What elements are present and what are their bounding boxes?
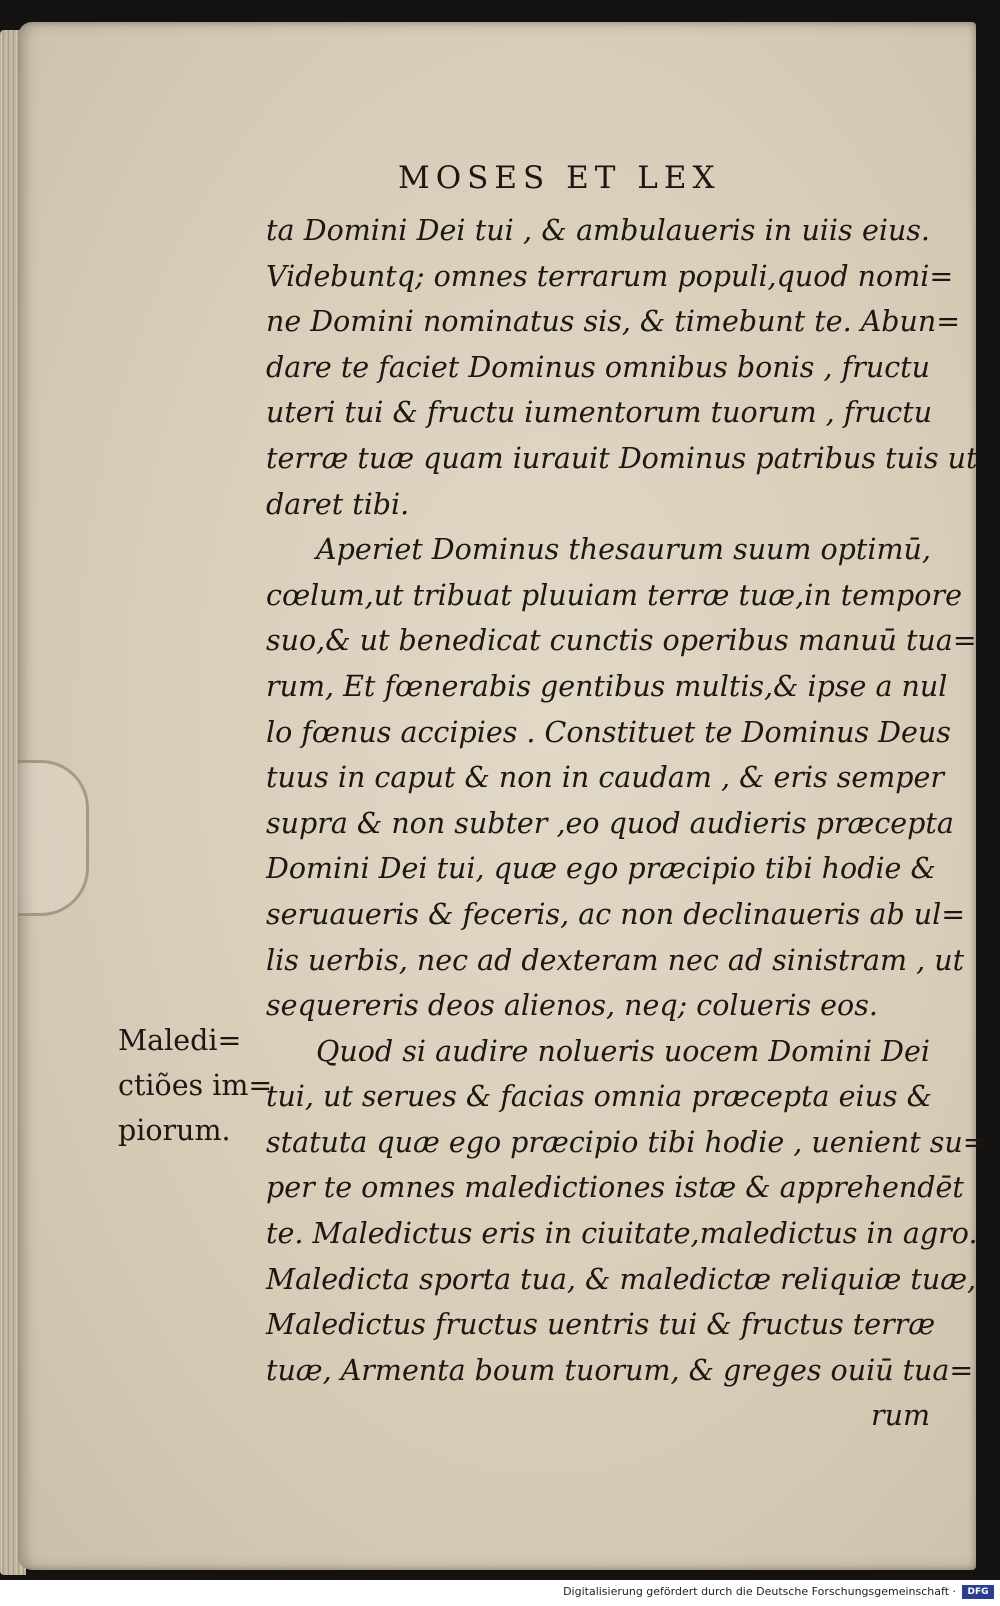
text-line: ne Domini nominatus sis, & timebunt te. Abun= [266,305,961,339]
text-line: terræ tuæ quam iurauit Dominus patribus tuis ut [266,441,978,475]
footer-credit: Digitalisierung gefördert durch die Deutsche Forschungsgemeinschaft · [563,1585,956,1598]
text-line: Maledictus fructus uentris tui & fructus terræ [266,1308,936,1342]
page-clip [18,760,89,916]
text-line: tuæ, Armenta boum tuorum, & greges ouiū tua= [266,1353,974,1387]
text-line: te. Maledictus eris in ciuitate,maledictus in agro. [266,1217,978,1251]
text-line: suo,& ut benedicat cunctis operibus manuū tua= [266,624,977,658]
text-line: Aperiet Dominus thesaurum suum optimū, [316,533,931,567]
text-line: rum, Et fœnerabis gentibus multis,& ipse a nul [266,669,948,703]
text-line: statuta quæ ego præcipio tibi hodie , uenient su= [266,1125,987,1159]
text-line: uteri tui & fructu iumentorum tuorum , fructu [266,396,933,430]
text-line: sequereris deos alienos, neq; colueris eos. [266,989,878,1023]
text-line: seruaueris & feceris, ac non declinaueris ab ul= [266,897,966,931]
text-line: cœlum,ut tribuat pluuiam terræ tuæ,in tempore [266,578,962,612]
margin-note [118,1018,273,1153]
margin-note-line: ctiões im= [118,1069,273,1102]
text-line: supra & non subter ,eo quod audieris præcepta [266,806,954,840]
margin-note-line: Maledi= [118,1024,242,1057]
catchword: rum [870,1399,930,1433]
text-line: per te omnes maledictiones istæ & apprehendēt [266,1171,964,1205]
text-line: Domini Dei tui, quæ ego præcipio tibi hodie & [266,852,936,886]
body-text [266,208,987,1439]
text-line: lo fœnus accipies . Constituet te Dominus Deus [266,715,951,749]
margin-note-line: piorum. [118,1114,231,1147]
text-line: tuus in caput & non in caudam , & eris semper [266,761,945,795]
dfg-logo: DFG [962,1585,994,1599]
text-line: lis uerbis, nec ad dexteram nec ad sinistram , ut [266,943,965,977]
text-line: daret tibi. [266,487,410,521]
text-line: ta Domini Dei tui , & ambulaueris in uiis eius. [266,214,930,247]
text-line: Quod si audire nolueris uocem Domini Dei [316,1034,930,1068]
running-head: MOSES ET LEX [398,160,721,196]
text-line: dare te faciet Dominus omnibus bonis , fructu [266,350,930,384]
footer-bar [0,1580,1000,1606]
text-line: Maledicta sporta tua, & maledictæ reliquiæ tuæ, [266,1262,977,1296]
text-line: Videbuntq; omnes terrarum populi,quod nomi= [266,259,954,293]
text-line: tui, ut serues & facias omnia præcepta eius & [266,1080,932,1114]
